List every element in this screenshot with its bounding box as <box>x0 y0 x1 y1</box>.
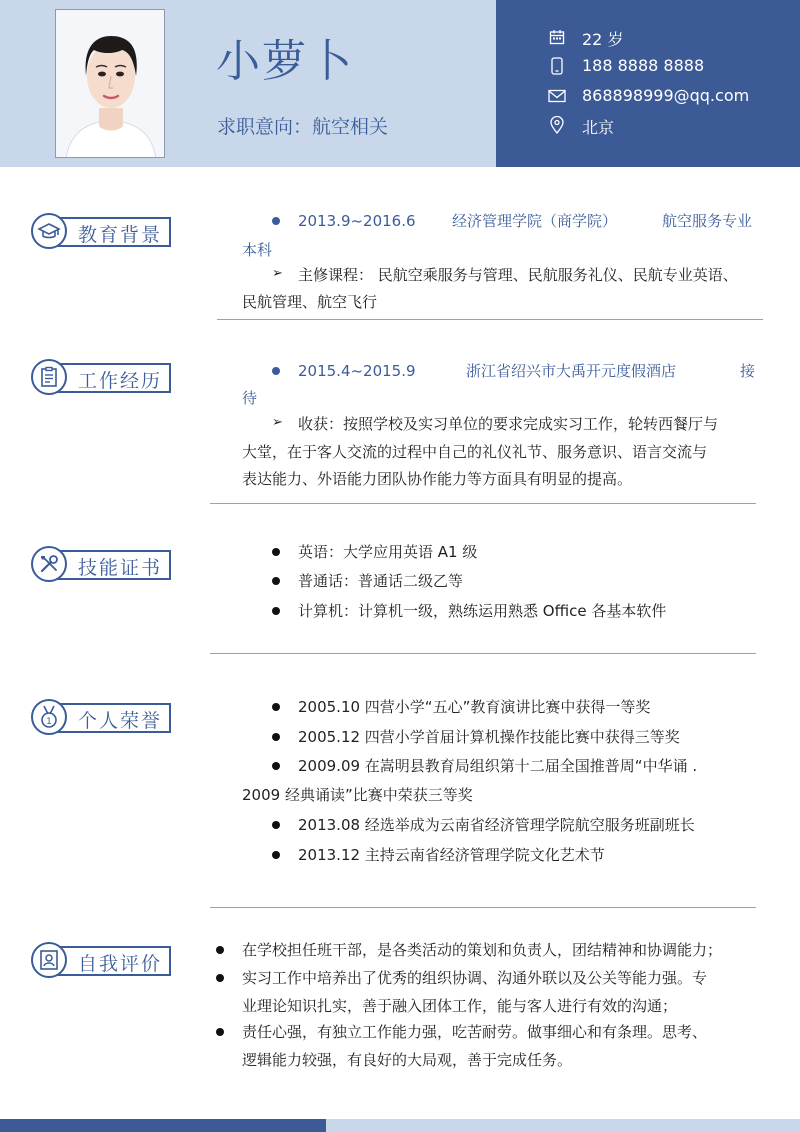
section-label: 个人荣誉 <box>78 710 163 732</box>
medal-icon <box>31 699 67 735</box>
section-label: 工作经历 <box>78 370 163 392</box>
age-text: 22 岁 <box>582 30 624 49</box>
work-company: 浙江省绍兴市大禹开元度假酒店 <box>466 362 677 380</box>
tools-icon <box>31 546 67 582</box>
section-title-self <box>31 942 171 978</box>
honor-item: 2005.10 四营小学“五心”教育演讲比赛中获得一等奖 <box>298 698 651 716</box>
contact-location <box>548 114 615 137</box>
education-school: 经济管理学院（商学院） <box>452 212 618 230</box>
work-gain-cont: 表达能力、外语能力团队协作能力等方面具有明显的提高。 <box>242 470 633 488</box>
self-eval-cont: 业理论知识扎实，善于融入团体工作，能与客人进行有效的沟通； <box>242 997 678 1015</box>
graduation-cap-icon <box>31 213 67 249</box>
skill-item: 计算机：计算机一级，熟练运用熟悉 Office 各基本软件 <box>298 602 667 620</box>
section-title-education <box>31 213 171 249</box>
education-major: 航空服务专业 <box>662 212 753 230</box>
location-icon <box>548 116 566 134</box>
mail-icon <box>548 87 566 105</box>
bullet <box>272 851 280 859</box>
contact-age <box>548 26 624 49</box>
education-date: 2013.9~2016.6 <box>298 212 416 230</box>
job-intent: 求职意向：航空相关 <box>217 116 389 138</box>
divider <box>217 319 763 320</box>
arrow-bullet-icon: ➢ <box>272 415 283 430</box>
bullet <box>216 946 224 954</box>
bullet <box>272 217 280 225</box>
arrow-bullet-icon: ➢ <box>272 266 283 281</box>
work-gain: 收获：按照学校及实习单位的要求完成实习工作，轮转西餐厅与 <box>298 415 719 433</box>
candidate-name: 小萝卜 <box>216 36 354 87</box>
honor-item-cont: 2009 经典诵读”比赛中荣获三等奖 <box>242 786 473 804</box>
self-eval-line: 实习工作中培养出了优秀的组织协调、沟通外联以及公关等能力强。专 <box>242 969 708 987</box>
divider <box>210 907 756 908</box>
bullet <box>272 762 280 770</box>
footer-band-light <box>326 1119 800 1132</box>
self-eval-cont: 逻辑能力较强，有良好的大局观，善于完成任务。 <box>242 1051 573 1069</box>
section-label: 技能证书 <box>78 557 163 579</box>
bullet <box>272 703 280 711</box>
honor-item: 2013.08 经选举成为云南省经济管理学院航空服务班副班长 <box>298 816 695 834</box>
bullet <box>216 974 224 982</box>
phone-icon <box>548 57 566 75</box>
education-courses: 主修课程： 民航空乘服务与管理、民航服务礼仪、民航专业英语、 <box>298 266 738 284</box>
bullet <box>272 577 280 585</box>
skill-item: 英语：大学应用英语 A1 级 <box>298 543 478 561</box>
honor-item: 2005.12 四营小学首届计算机操作技能比赛中获得三等奖 <box>298 728 680 746</box>
self-eval-line: 在学校担任班干部，是各类活动的策划和负责人，团结精神和协调能力； <box>242 941 723 959</box>
section-title-honors <box>31 699 171 735</box>
education-degree: 本科 <box>242 241 273 259</box>
bullet <box>272 548 280 556</box>
divider <box>210 653 756 654</box>
bullet <box>216 1028 224 1036</box>
section-title-work <box>31 359 171 395</box>
clipboard-icon <box>31 359 67 395</box>
section-title-skills <box>31 546 171 582</box>
bullet <box>272 367 280 375</box>
education-courses-cont: 民航管理、航空飞行 <box>242 293 378 311</box>
portrait-image <box>56 10 165 158</box>
contact-panel <box>496 0 800 167</box>
work-date: 2015.4~2015.9 <box>298 362 416 380</box>
calendar-icon <box>548 28 566 46</box>
bullet <box>272 607 280 615</box>
divider <box>210 503 756 504</box>
self-eval-line: 责任心强，有独立工作能力强，吃苦耐劳。做事细心和有条理。思考、 <box>242 1023 708 1041</box>
email-text[interactable]: 868898999@qq.com <box>582 86 750 105</box>
footer-band-dark <box>0 1119 326 1132</box>
phone-text[interactable]: 188 8888 8888 <box>582 56 705 75</box>
bullet <box>272 821 280 829</box>
honor-item: 2009.09 在嵩明县教育局组织第十二届全国推普周“中华诵 . <box>298 757 698 775</box>
profile-card-icon <box>31 942 67 978</box>
section-label: 自我评价 <box>78 953 163 975</box>
work-role-cont: 待 <box>242 389 258 407</box>
section-label: 教育背景 <box>78 224 163 246</box>
location-text: 北京 <box>582 118 615 137</box>
contact-email <box>548 85 750 107</box>
svg-text:1: 1 <box>46 717 52 727</box>
work-role: 接 <box>740 362 756 380</box>
bullet <box>272 733 280 741</box>
contact-phone <box>548 55 705 77</box>
skill-item: 普通话：普通话二级乙等 <box>298 572 464 590</box>
profile-photo <box>55 9 165 158</box>
honor-item: 2013.12 主持云南省经济管理学院文化艺术节 <box>298 846 605 864</box>
work-gain-cont: 大堂，在于客人交流的过程中自己的礼仪礼节、服务意识、语言交流与 <box>242 443 708 461</box>
